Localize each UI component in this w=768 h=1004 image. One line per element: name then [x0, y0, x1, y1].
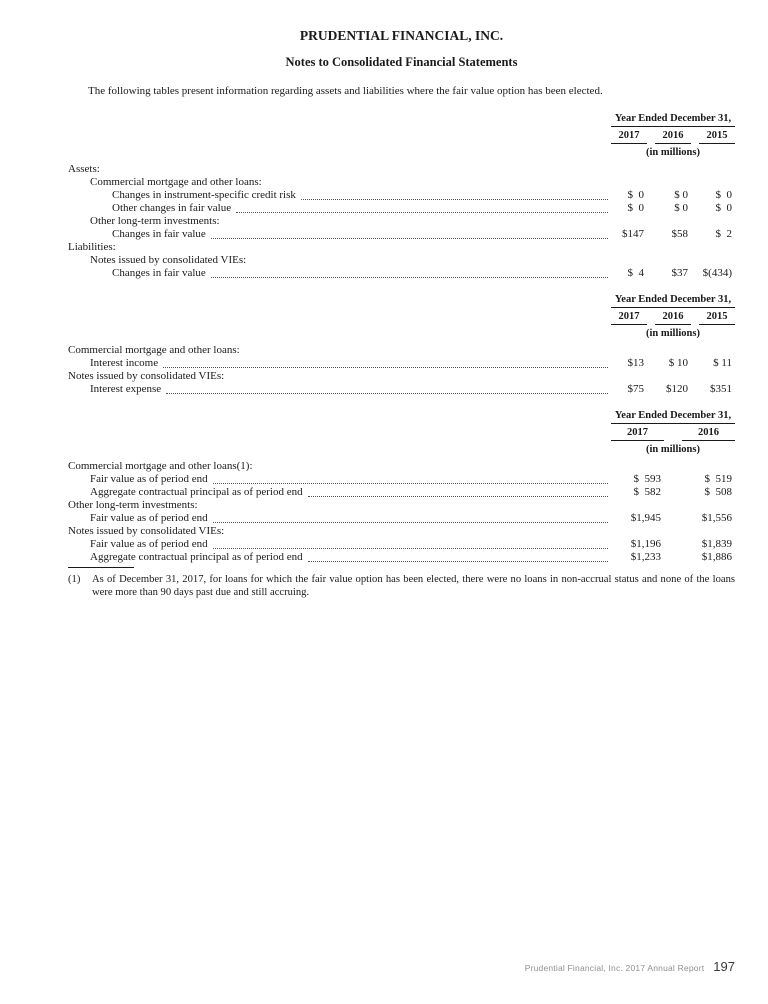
row-values	[611, 512, 735, 525]
table1-group-header: Year Ended December 31,	[611, 112, 735, 127]
row-value: $ 582	[633, 486, 661, 498]
dot-leader	[213, 522, 608, 523]
row-values	[611, 473, 735, 486]
dot-leader	[213, 548, 608, 549]
row-values	[611, 538, 735, 551]
table-row	[68, 202, 735, 215]
footnote-rule	[68, 567, 134, 568]
row-values	[611, 383, 735, 396]
row-label: Changes in instrument-specific credit risk	[112, 189, 296, 201]
year-column-header: 2017	[611, 426, 664, 441]
row-value: $1,556	[701, 512, 732, 524]
row-values	[611, 486, 735, 499]
table-row	[68, 551, 735, 564]
table-row	[68, 189, 735, 202]
table-row	[68, 525, 735, 538]
table1-rows	[68, 163, 735, 280]
row-label: Interest income	[90, 357, 159, 369]
fair-value-changes-table	[68, 112, 735, 280]
row-value: $ 0	[627, 202, 644, 214]
table-row	[68, 228, 735, 241]
intro-paragraph: The following tables present information regarding assets and liabilities where the fair value option has been elected.	[88, 85, 603, 97]
dot-leader	[166, 393, 608, 394]
row-label: Commercial mortgage and other loans(1):	[68, 460, 253, 472]
table1-year-row	[611, 129, 735, 144]
table1-column-header	[611, 112, 735, 159]
row-label: Changes in fair value	[112, 228, 206, 240]
table3-group-header: Year Ended December 31,	[611, 409, 735, 424]
page-footer	[525, 960, 735, 975]
row-value: $75	[627, 383, 644, 395]
table2-group-header: Year Ended December 31,	[611, 293, 735, 308]
row-value: $ 0	[715, 189, 732, 201]
table3-column-header	[611, 409, 735, 456]
year-column-header: 2015	[699, 129, 735, 144]
row-values	[611, 228, 735, 241]
row-label: Other changes in fair value	[112, 202, 232, 214]
row-label: Commercial mortgage and other loans:	[90, 176, 262, 188]
row-value: $1,945	[630, 512, 661, 524]
table-row	[68, 473, 735, 486]
dot-leader	[211, 277, 608, 278]
row-value: $ 593	[633, 473, 661, 485]
row-label: Fair value as of period end	[90, 538, 208, 550]
table-row	[68, 499, 735, 512]
row-label: Interest expense	[90, 383, 162, 395]
row-value: $147	[622, 228, 644, 240]
row-value: $351	[710, 383, 732, 395]
table3-year-row	[611, 426, 735, 441]
row-value: $37	[671, 267, 688, 279]
row-values	[611, 267, 735, 280]
row-value: $ 4	[627, 267, 644, 279]
row-value: $ 0	[627, 189, 644, 201]
row-label: Fair value as of period end	[90, 473, 208, 485]
dot-leader	[301, 199, 608, 200]
table-row	[68, 486, 735, 499]
year-column-header: 2017	[611, 129, 647, 144]
row-label: Other long-term investments:	[90, 215, 220, 227]
table-row	[68, 383, 735, 396]
table2-column-header	[611, 293, 735, 340]
footnote	[68, 573, 735, 599]
row-label: Aggregate contractual principal as of period end	[90, 486, 303, 498]
row-label: Fair value as of period end	[90, 512, 208, 524]
row-value: $58	[671, 228, 688, 240]
units-label: (in millions)	[646, 328, 700, 339]
year-column-header: 2016	[682, 426, 735, 441]
row-value: $1,233	[630, 551, 661, 563]
footnote-marker: (1)	[68, 574, 81, 585]
dot-leader	[163, 367, 608, 368]
row-value: $1,196	[630, 538, 661, 550]
row-label: Changes in fair value	[112, 267, 206, 279]
dot-leader	[213, 483, 608, 484]
page-title: PRUDENTIAL FINANCIAL, INC.	[299, 28, 504, 43]
dot-leader	[211, 238, 608, 239]
row-value: $ 0	[715, 202, 732, 214]
table2-rows	[68, 344, 735, 396]
dot-leader	[308, 496, 608, 497]
year-column-header: 2016	[655, 129, 691, 144]
year-column-header: 2016	[655, 310, 691, 325]
row-value: $ 11	[713, 357, 732, 369]
row-value: $120	[666, 383, 688, 395]
table-row	[68, 357, 735, 370]
page-subtitle: Notes to Consolidated Financial Statements	[285, 55, 518, 69]
table3-rows	[68, 460, 735, 564]
table-row	[68, 460, 735, 473]
row-value: $1,886	[701, 551, 732, 563]
year-column-header: 2015	[699, 310, 735, 325]
row-value: $ 519	[704, 473, 732, 485]
table2-year-row	[611, 310, 735, 325]
units-label: (in millions)	[646, 444, 700, 455]
row-label: Notes issued by consolidated VIEs:	[68, 525, 225, 537]
table-row	[68, 370, 735, 383]
row-value: $13	[627, 357, 644, 369]
table-row	[68, 267, 735, 280]
row-label: Assets:	[68, 163, 100, 175]
row-label: Notes issued by consolidated VIEs:	[68, 370, 225, 382]
row-values	[611, 189, 735, 202]
row-label: Aggregate contractual principal as of period end	[90, 551, 303, 563]
row-label: Liabilities:	[68, 241, 116, 253]
interest-income-expense-table	[68, 293, 735, 396]
footnote-text: As of December 31, 2017, for loans for which the fair value option has been elected, there were no loans in non-accrual status and none of the loans were more than 90 days past due and still accruing.	[92, 574, 735, 598]
row-value: $1,839	[701, 538, 732, 550]
table-row	[68, 344, 735, 357]
row-value: $ 2	[715, 228, 732, 240]
table-row	[68, 176, 735, 189]
fair-value-vs-principal-table	[68, 409, 735, 564]
table-row	[68, 215, 735, 228]
dot-leader	[236, 212, 608, 213]
year-column-header: 2017	[611, 310, 647, 325]
row-value: $ 10	[668, 357, 688, 369]
units-label: (in millions)	[646, 147, 700, 158]
row-value: $(434)	[702, 267, 732, 279]
table-row	[68, 538, 735, 551]
table-row	[68, 241, 735, 254]
row-value: $ 0	[674, 189, 688, 201]
row-value: $ 508	[704, 486, 732, 498]
row-values	[611, 202, 735, 215]
row-label: Other long-term investments:	[68, 499, 198, 511]
row-values	[611, 551, 735, 564]
table-row	[68, 254, 735, 267]
footer-report-label: Prudential Financial, Inc. 2017 Annual Report	[524, 963, 705, 973]
footer-page-number: 197	[713, 959, 735, 974]
dot-leader	[308, 561, 608, 562]
row-value: $ 0	[674, 202, 688, 214]
row-values	[611, 357, 735, 370]
row-label: Notes issued by consolidated VIEs:	[90, 254, 247, 266]
table-row	[68, 512, 735, 525]
table-row	[68, 163, 735, 176]
row-label: Commercial mortgage and other loans:	[68, 344, 240, 356]
